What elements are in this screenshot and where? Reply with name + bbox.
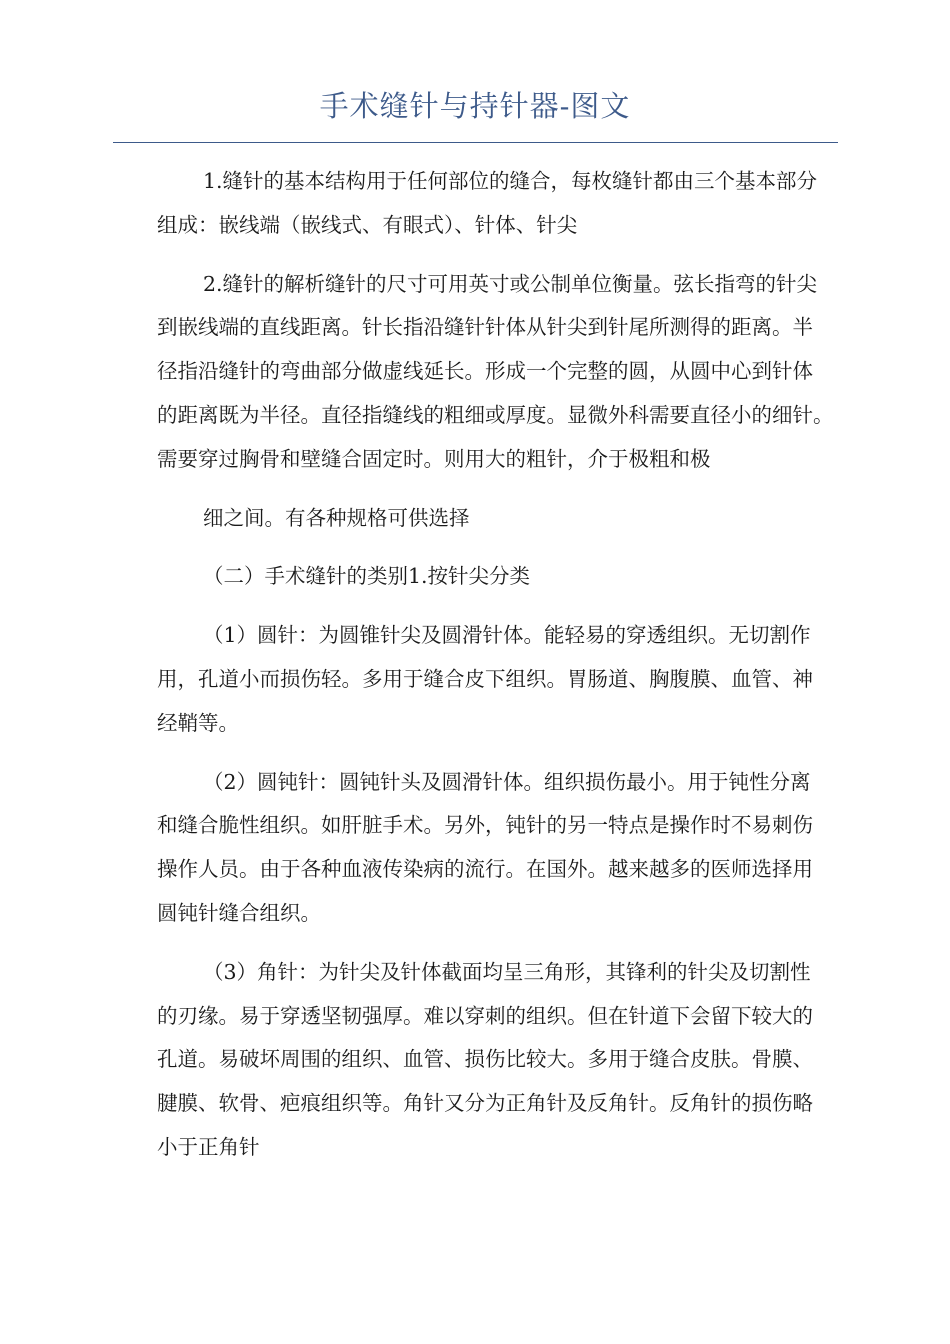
text-line: 细之间。有各种规格可供选择	[203, 505, 470, 530]
text-line: 1.缝针的基本结构用于任何部位的缝合，每枚缝针都由三个基本部分	[203, 169, 818, 193]
document-body	[113, 160, 845, 1185]
text-line: 2.缝针的解析缝针的尺寸可用英寸或公制单位衡量。弦长指弯的针尖	[203, 271, 818, 296]
paragraph-cutting-needle	[113, 951, 845, 1170]
paragraph-needle-anatomy	[113, 263, 845, 482]
paragraph-blunt-needle	[113, 761, 845, 936]
text-line: 小于正角针	[157, 1134, 260, 1159]
text-line: 腱膜、软骨、疤痕组织等。角针又分为正角针及反角针。反角针的损伤略	[157, 1091, 813, 1116]
text-line: 圆钝针缝合组织。	[157, 900, 321, 925]
text-line: 需要穿过胸骨和壁缝合固定时。则用大的粗针，介于极粗和极	[157, 446, 711, 471]
text-line: 径指沿缝针的弯曲部分做虚线延长。形成一个完整的圆，从圆中心到针体	[157, 359, 813, 384]
section-heading-needle-types	[113, 555, 845, 599]
text-line: 孔道。易破坏周围的组织、血管、损伤比较大。多用于缝合皮肤。骨膜、	[157, 1047, 813, 1072]
paragraph-size-options	[113, 497, 845, 541]
text-line: （3）角针：为针尖及针体截面均呈三角形，其锋利的针尖及切割性	[203, 959, 811, 984]
text-line: 的距离既为半径。直径指缝线的粗细或厚度。显微外科需要直径小的细针。	[157, 402, 834, 427]
text-line: 经鞘等。	[157, 710, 239, 735]
text-line: （二）手术缝针的类别1.按针尖分类	[203, 564, 531, 589]
text-line: 和缝合脆性组织。如肝脏手术。另外，钝针的另一特点是操作时不易刺伤	[157, 813, 813, 838]
text-line: （1）圆针：为圆锥针尖及圆滑针体。能轻易的穿透组织。无切割作	[203, 623, 811, 648]
text-line: 到嵌线端的直线距离。针长指沿缝针针体从针尖到针尾所测得的距离。半	[157, 315, 813, 340]
text-line: 的刃缘。易于穿透坚韧强厚。难以穿刺的组织。但在针道下会留下较大的	[157, 1003, 813, 1028]
paragraph-needle-structure	[113, 160, 845, 248]
paragraph-round-needle	[113, 614, 845, 745]
text-line: 组成：嵌线端（嵌线式、有眼式）、针体、针尖	[157, 212, 578, 237]
text-line: 操作人员。由于各种血液传染病的流行。在国外。越来越多的医师选择用	[157, 857, 813, 882]
document-title: 手术缝针与持针器-图文	[319, 89, 631, 123]
text-line: 用，孔道小而损伤轻。多用于缝合皮下组织。胃肠道、胸腹膜、血管、神	[157, 666, 813, 691]
title-divider	[113, 142, 838, 143]
text-line: （2）圆钝针：圆钝针头及圆滑针体。组织损伤最小。用于钝性分离	[203, 769, 811, 794]
